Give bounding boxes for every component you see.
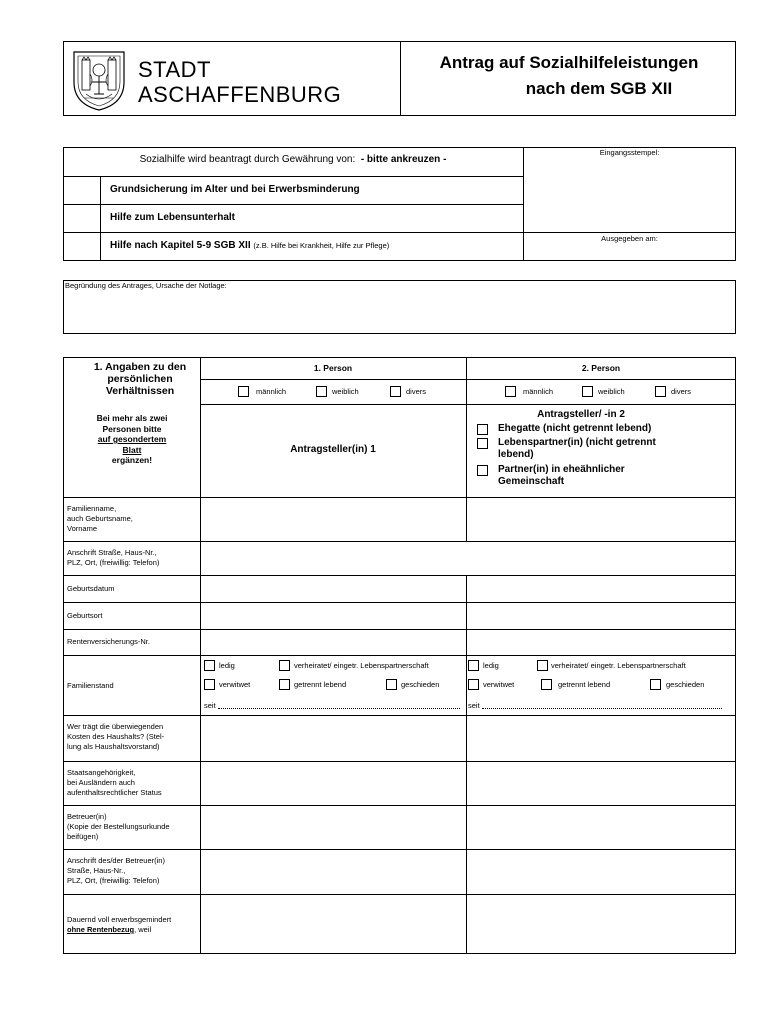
p1-household-field[interactable] — [201, 716, 466, 761]
p1-widowed-label: verwitwet — [219, 680, 251, 689]
p1-pension-field[interactable] — [201, 630, 466, 655]
household-line2: Kosten des Haushalts? (Stel- — [67, 732, 165, 741]
p2-male-checkbox[interactable] — [505, 386, 516, 397]
note-line3: auf gesondertem — [97, 434, 167, 444]
p2-birthplace-field[interactable] — [467, 603, 735, 629]
row-label-birthplace: Geburtsort — [67, 611, 103, 620]
row-line-marital — [63, 655, 736, 656]
life-partner-checkbox[interactable] — [477, 438, 488, 449]
row-label-birthdate: Geburtsdatum — [67, 584, 115, 593]
nationality-line1: Staatsangehörigkeit, — [67, 768, 136, 777]
benefits-checkcol — [100, 176, 101, 261]
option-kapitel-checkbox[interactable] — [64, 233, 99, 260]
row-line-applicant — [200, 404, 736, 405]
p1-diverse-checkbox[interactable] — [390, 386, 401, 397]
benefits-line-2 — [63, 204, 523, 205]
p2-disabled-field[interactable] — [467, 895, 735, 953]
carer-addr-line3: PLZ, Ort, (freiwillig: Telefon) — [67, 876, 160, 885]
p1-separated-label: getrennt lebend — [294, 680, 347, 689]
coat-of-arms-icon — [70, 46, 128, 112]
carer-line2: (Kopie der Bestellungsurkunde — [67, 822, 170, 831]
applicant1-label: Antragsteller(in) 1 — [290, 444, 376, 455]
p1-divorced-checkbox[interactable] — [386, 679, 397, 690]
p2-widowed-checkbox[interactable] — [468, 679, 479, 690]
benefits-intro-text: Sozialhilfe wird beantragt durch Gewährung von: — [139, 154, 356, 165]
reason-label: Begründung des Antrages, Ursache der Notlage: — [65, 281, 227, 290]
note-line2: Personen bitte — [102, 423, 162, 434]
benefits-line-1 — [63, 176, 523, 177]
section-title: 1. Angaben zu den persönlichen Verhältnissen — [93, 361, 187, 397]
disabled-line2 — [67, 925, 199, 935]
p2-single-label: ledig — [483, 661, 499, 670]
p1-diverse-label: divers — [406, 387, 427, 396]
option-kapitel-note: (z.B. Hilfe bei Krankheit, Hilfe zur Pflege) — [253, 241, 390, 250]
p2-birthdate-field[interactable] — [467, 576, 735, 602]
p1-female-label: weiblich — [332, 387, 359, 396]
spouse-checkbox[interactable] — [477, 424, 488, 435]
option-lebensunterhalt-label: Hilfe zum Lebensunterhalt — [110, 212, 236, 223]
option-kapitel-label: Hilfe nach Kapitel 5-9 SGB XII — [110, 240, 251, 251]
option-kapitel-row — [110, 240, 389, 251]
city-name-line2: ASCHAFFENBURG — [138, 82, 342, 107]
address-line2: PLZ, Ort, (freiwillig: Telefon) — [67, 558, 160, 567]
p1-carer-address-field[interactable] — [201, 850, 466, 894]
household-line1: Wer trägt die überwiegenden — [67, 722, 164, 731]
nationality-line3: aufenthaltsrechtlicher Status — [67, 788, 162, 797]
p2-divorced-checkbox[interactable] — [650, 679, 661, 690]
p1-widowed-checkbox[interactable] — [204, 679, 215, 690]
form-title-line1: Antrag auf Sozialhilfeleistungen — [439, 53, 699, 72]
applicant2-title: Antragsteller/ -in 2 — [537, 409, 625, 420]
issued-label: Ausgegeben am: — [601, 234, 658, 243]
p2-diverse-label: divers — [671, 387, 692, 396]
p1-male-label: männlich — [256, 387, 287, 396]
benefits-intro — [63, 154, 523, 165]
p2-male-label: männlich — [523, 387, 554, 396]
disabled-line1: Dauernd voll erwerbsgemindert — [67, 915, 172, 924]
p1-female-checkbox[interactable] — [316, 386, 327, 397]
p1-birthplace-field[interactable] — [201, 603, 466, 629]
p2-separated-checkbox[interactable] — [541, 679, 552, 690]
row-label-carer-address — [67, 856, 199, 886]
person1-header: 1. Person — [313, 363, 353, 373]
city-name-line1: STADT — [138, 57, 211, 82]
p1-single-checkbox[interactable] — [204, 660, 215, 671]
life-partner-label — [498, 437, 656, 461]
person2-header: 2. Person — [581, 363, 621, 373]
carer-addr-line1: Anschrift des/der Betreuer(in) — [67, 856, 165, 865]
p1-birthdate-field[interactable] — [201, 576, 466, 602]
row-label-nationality — [67, 768, 199, 798]
partner-line1: Partner(in) in eheähnlicher — [498, 464, 625, 475]
note-line1: Bei mehr als zwei — [96, 413, 168, 423]
p2-diverse-checkbox[interactable] — [655, 386, 666, 397]
p2-divorced-label: geschieden — [666, 680, 705, 689]
benefits-line-3 — [63, 232, 736, 233]
option-grundsicherung-label: Grundsicherung im Alter und bei Erwerbsminderung — [110, 184, 360, 195]
row-label-pension: Rentenversicherungs-Nr. — [67, 637, 150, 646]
carer-addr-line2: Straße, Haus-Nr., — [67, 866, 126, 875]
carer-line1: Betreuer(in) — [67, 812, 107, 821]
p2-nationality-field[interactable] — [467, 762, 735, 805]
option-lebensunterhalt-checkbox[interactable] — [64, 205, 99, 231]
p1-married-label: verheiratet/ eingetr. Lebenspartnerschaft — [294, 661, 429, 670]
header-divider — [400, 41, 401, 116]
p1-nationality-field[interactable] — [201, 762, 466, 805]
row-label-address — [67, 548, 199, 568]
p2-pension-field[interactable] — [467, 630, 735, 655]
p2-married-checkbox[interactable] — [537, 660, 548, 671]
p2-name-field[interactable] — [467, 498, 735, 541]
p1-since-field[interactable] — [218, 708, 460, 709]
p1-carer-field[interactable] — [201, 806, 466, 849]
p1-name-field[interactable] — [201, 498, 466, 541]
note-line4: Blatt — [122, 444, 142, 455]
disabled-no-pension: ohne Rentenbezug — [67, 925, 135, 934]
p2-since-field[interactable] — [482, 708, 722, 709]
address-field[interactable] — [201, 542, 735, 575]
p2-since-label: seit — [468, 701, 480, 710]
p1-divorced-label: geschieden — [401, 680, 440, 689]
partner-line2: Gemeinschaft — [498, 476, 565, 487]
p1-separated-checkbox[interactable] — [279, 679, 290, 690]
p2-single-checkbox[interactable] — [468, 660, 479, 671]
p2-widowed-label: verwitwet — [483, 680, 515, 689]
disabled-because: , weil — [134, 925, 152, 934]
carer-line3: beifügen) — [67, 832, 99, 841]
name-line1: Familienname, — [67, 504, 117, 513]
row-label-household — [67, 722, 199, 752]
partner-checkbox[interactable] — [477, 465, 488, 476]
form-title-line2: nach dem SGB XII — [525, 79, 673, 98]
name-line2: auch Geburtsname, — [67, 514, 133, 523]
row-label-disabled — [67, 915, 199, 935]
p1-disabled-field[interactable] — [201, 895, 466, 953]
row-label-name — [67, 504, 199, 534]
p2-carer-address-field[interactable] — [467, 850, 735, 894]
address-line1: Anschrift Straße, Haus-Nr., — [67, 548, 157, 557]
p1-male-checkbox[interactable] — [238, 386, 249, 397]
p2-married-label: verheiratet/ eingetr. Lebenspartnerschaft — [551, 661, 686, 670]
p1-married-checkbox[interactable] — [279, 660, 290, 671]
persons-note — [67, 413, 197, 466]
life-partner-line1: Lebenspartner(in) (nicht getrennt — [498, 437, 656, 448]
p1-single-label: ledig — [219, 661, 235, 670]
p2-household-field[interactable] — [467, 716, 735, 761]
life-partner-line2: lebend) — [498, 449, 534, 460]
row-line-gender — [200, 379, 736, 380]
nationality-line2: bei Ausländern auch — [67, 778, 135, 787]
p2-separated-label: getrennt lebend — [558, 680, 611, 689]
p2-female-label: weiblich — [598, 387, 625, 396]
benefits-intro-hint: - bitte ankreuzen - — [360, 154, 447, 165]
row-label-marital: Familienstand — [67, 681, 114, 690]
stamp-label: Eingangsstempel: — [599, 148, 660, 157]
spouse-label: Ehegatte (nicht getrennt lebend) — [498, 423, 652, 434]
partner-label — [498, 464, 625, 488]
p2-female-checkbox[interactable] — [582, 386, 593, 397]
name-line3: Vorname — [67, 524, 98, 533]
p2-carer-field[interactable] — [467, 806, 735, 849]
note-line5: ergänzen! — [111, 455, 153, 465]
p1-since-label: seit — [204, 701, 216, 710]
household-line3: lung als Haushaltsvorstand) — [67, 742, 160, 751]
row-label-carer — [67, 812, 199, 842]
option-grundsicherung-checkbox[interactable] — [64, 177, 99, 203]
